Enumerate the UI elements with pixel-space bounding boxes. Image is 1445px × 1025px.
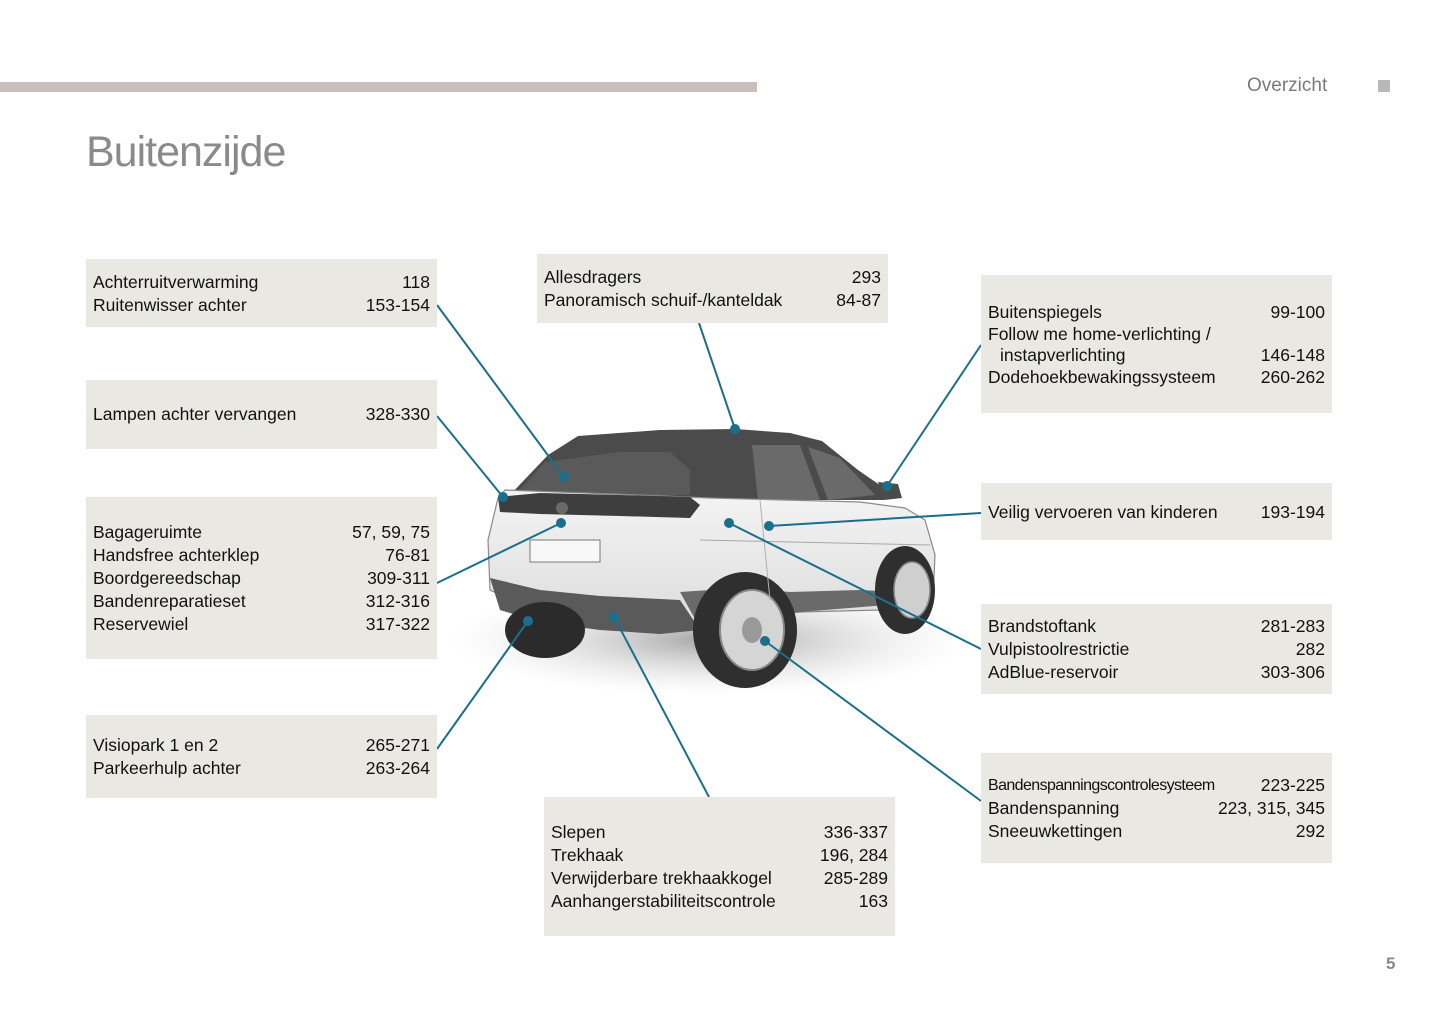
item-page: 309-311 <box>367 568 430 588</box>
list-item[interactable] <box>988 366 1325 389</box>
item-label: Bagageruimte <box>93 522 202 542</box>
item-page: 99-100 <box>1270 302 1325 322</box>
list-item[interactable] <box>93 613 430 636</box>
item-label: Sneeuwkettingen <box>988 821 1123 841</box>
leader-line-roof <box>699 323 735 429</box>
item-page: 281-283 <box>1260 616 1325 636</box>
item-label: AdBlue-reservoir <box>988 662 1119 682</box>
item-page: 265-271 <box>365 735 430 755</box>
list-item[interactable] <box>551 890 888 913</box>
leader-dot-fuel <box>724 518 734 528</box>
item-label: Bandenspanningscontrolesysteem <box>988 777 1215 794</box>
list-item[interactable] <box>544 266 881 289</box>
item-page: 153-154 <box>365 295 430 315</box>
list-item[interactable] <box>93 294 430 317</box>
leader-line-fuel <box>729 523 981 649</box>
leader-dot-rear-window <box>559 472 569 482</box>
leader-dot-children <box>764 521 774 531</box>
leader-dot-parking <box>523 616 533 626</box>
item-label: Boordgereedschap <box>93 568 241 588</box>
box-mirrors <box>981 275 1332 413</box>
list-item[interactable] <box>551 821 888 844</box>
leader-line-rear-lamps <box>437 416 503 497</box>
leader-dot-rear-lamps <box>498 492 508 502</box>
list-item[interactable] <box>988 638 1325 661</box>
box-tyres <box>981 753 1332 863</box>
item-page: 303-306 <box>1260 662 1325 682</box>
list-item[interactable] <box>988 345 1325 366</box>
item-label: Lampen achter vervangen <box>93 404 297 424</box>
box-boot <box>86 497 437 659</box>
item-label: Verwijderbare trekhaakkogel <box>551 868 772 888</box>
page-title: Buitenzijde <box>86 128 286 176</box>
list-item[interactable] <box>93 544 430 567</box>
item-page: 260-262 <box>1260 367 1325 387</box>
item-label: Brandstoftank <box>988 616 1096 636</box>
item-page: 285-289 <box>823 868 888 888</box>
item-page: 76-81 <box>385 545 430 565</box>
item-page: 223, 315, 345 <box>1217 798 1325 818</box>
leader-line-boot <box>437 523 561 583</box>
item-label: Buitenspiegels <box>988 302 1102 322</box>
item-page: 293 <box>851 267 881 287</box>
box-fuel <box>981 604 1332 694</box>
box-towing <box>544 797 895 936</box>
item-label: Visiopark 1 en 2 <box>93 735 219 755</box>
item-page: 196, 284 <box>819 845 888 865</box>
item-label: Veilig vervoeren van kinderen <box>988 502 1218 522</box>
leader-dot-boot <box>556 518 566 528</box>
leader-line-parking <box>437 621 528 749</box>
item-label: Parkeerhulp achter <box>93 758 241 778</box>
item-page: 118 <box>402 272 430 292</box>
item-label: Trekhaak <box>551 845 624 865</box>
leader-line-rear-window <box>437 305 564 477</box>
leader-dot-tyres <box>760 636 770 646</box>
item-page: 328-330 <box>365 404 430 424</box>
leader-line-children <box>769 513 981 526</box>
item-label: Allesdragers <box>544 267 642 287</box>
leader-dot-mirrors <box>882 481 892 491</box>
leader-line-towing <box>614 617 709 797</box>
list-item[interactable] <box>93 521 430 544</box>
list-item[interactable] <box>988 324 1325 345</box>
list-item[interactable] <box>551 867 888 890</box>
item-page: 193-194 <box>1260 502 1325 522</box>
item-label: Achterruitverwarming <box>93 272 259 292</box>
item-label: Vulpistoolrestrictie <box>988 639 1130 659</box>
page-number: 5 <box>1386 954 1396 973</box>
list-item[interactable] <box>93 403 430 426</box>
list-item[interactable] <box>93 271 430 294</box>
list-item[interactable] <box>988 820 1325 843</box>
box-rear-lamps <box>86 380 437 449</box>
leader-dot-towing <box>609 612 619 622</box>
item-label: Slepen <box>551 822 606 842</box>
list-item[interactable] <box>93 567 430 590</box>
item-page: 282 <box>1295 639 1325 659</box>
item-label: Handsfree achterklep <box>93 545 260 565</box>
section-title: Overzicht <box>1247 75 1328 96</box>
item-page: 336-337 <box>823 822 888 842</box>
list-item[interactable] <box>988 661 1325 684</box>
leader-dot-roof <box>730 424 740 434</box>
item-page: 84-87 <box>836 290 881 310</box>
box-children <box>981 483 1332 540</box>
item-page: 223-225 <box>1260 775 1325 795</box>
list-item[interactable] <box>93 590 430 613</box>
list-item[interactable] <box>93 734 430 757</box>
list-item[interactable] <box>988 774 1325 797</box>
item-page: 312-316 <box>365 591 430 611</box>
item-page: 263-264 <box>365 758 430 778</box>
item-page: 57, 59, 75 <box>352 522 430 542</box>
item-label: Ruitenwisser achter <box>93 295 247 315</box>
item-label: instapverlichting <box>1000 345 1126 365</box>
box-roof <box>537 254 888 323</box>
item-page: 163 <box>858 891 888 911</box>
leader-line-mirrors <box>887 345 981 486</box>
list-item[interactable] <box>988 797 1325 820</box>
header-bar <box>0 82 757 92</box>
item-label: Bandenspanning <box>988 798 1120 818</box>
item-label: Panoramisch schuif-/kanteldak <box>544 290 783 310</box>
list-item[interactable] <box>988 501 1325 524</box>
list-item[interactable] <box>551 844 888 867</box>
item-page: 292 <box>1295 821 1325 841</box>
item-label: Bandenreparatieset <box>93 591 246 611</box>
list-item[interactable] <box>544 289 881 312</box>
list-item[interactable] <box>988 615 1325 638</box>
box-parking <box>86 715 437 798</box>
item-label: Follow me home-verlichting / <box>988 324 1211 344</box>
item-label: Dodehoekbewakingssysteem <box>988 367 1216 387</box>
item-page: 317-322 <box>365 614 430 634</box>
item-label: Aanhangerstabiliteitscontrole <box>551 891 776 911</box>
leader-line-tyres <box>765 641 981 801</box>
box-rear-window <box>86 259 437 327</box>
item-page: 146-148 <box>1260 345 1325 365</box>
list-item[interactable] <box>988 301 1325 324</box>
section-marker <box>1378 80 1390 92</box>
item-label: Reservewiel <box>93 614 189 634</box>
list-item[interactable] <box>93 757 430 780</box>
